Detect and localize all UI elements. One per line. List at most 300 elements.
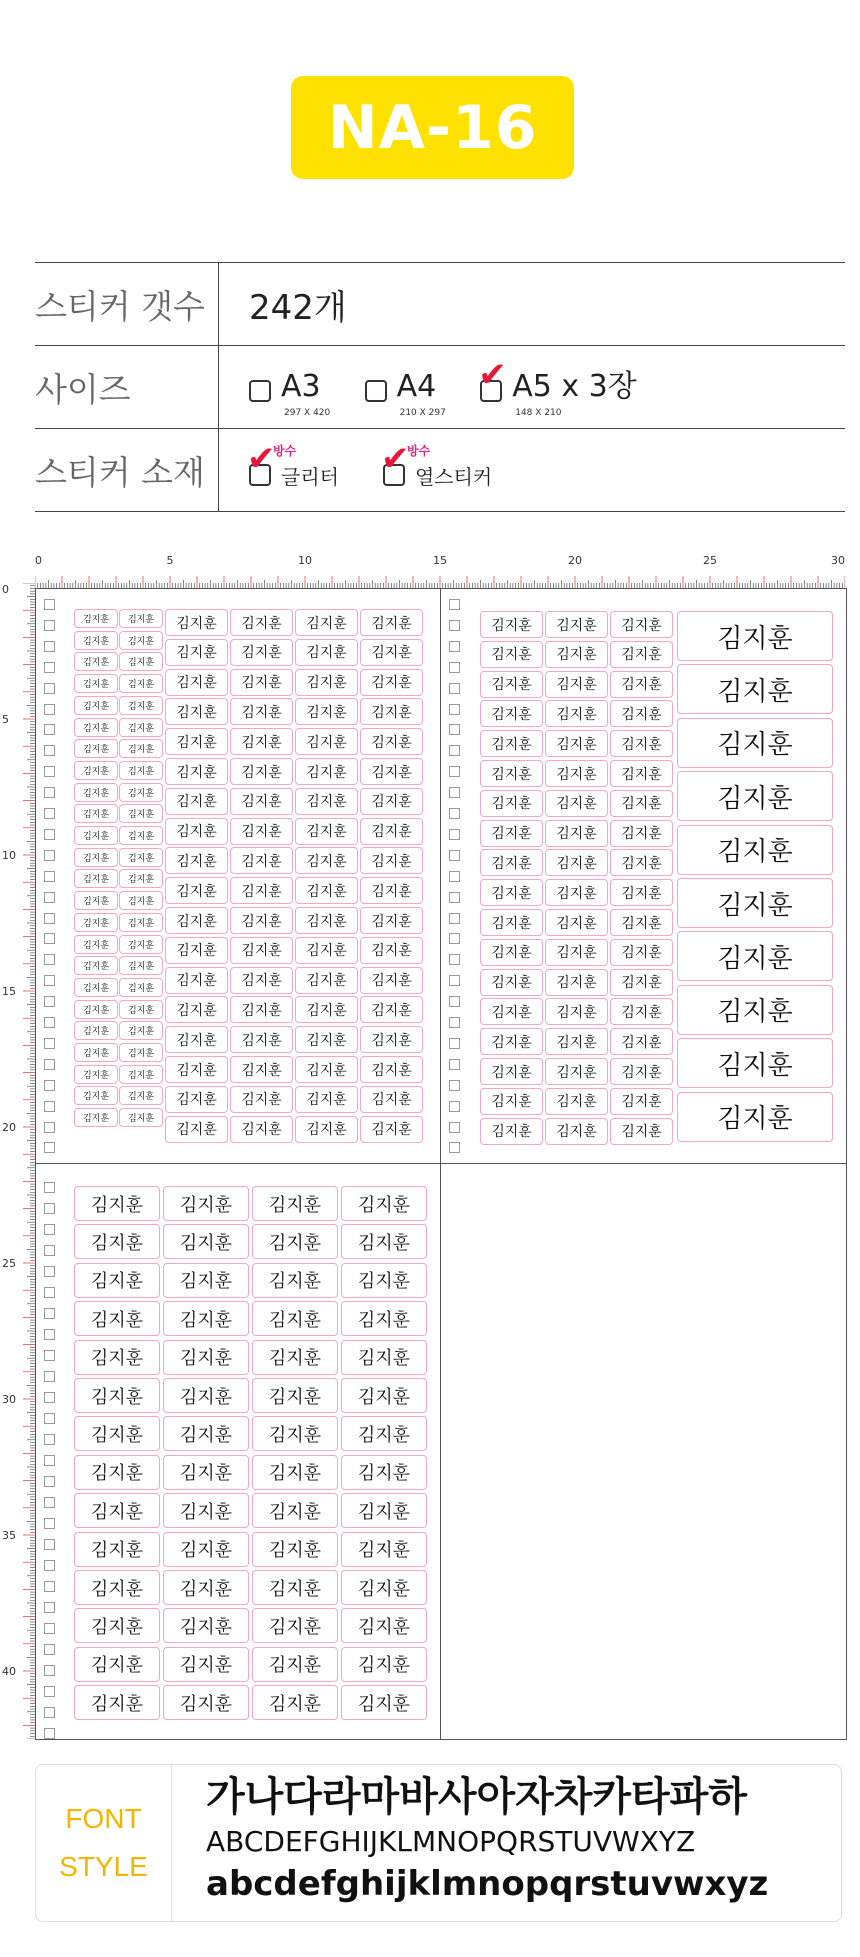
name-sticker: 김지훈 — [545, 1058, 608, 1085]
name-sticker: 김지훈 — [74, 1493, 160, 1528]
name-sticker: 김지훈 — [163, 1378, 249, 1413]
name-sticker: 김지훈 — [360, 788, 423, 815]
name-sticker: 김지훈 — [295, 639, 358, 666]
name-sticker: 김지훈 — [677, 1038, 833, 1088]
name-sticker: 김지훈 — [610, 700, 673, 727]
cut-guide-checkbox — [44, 683, 55, 694]
name-sticker: 김지훈 — [480, 969, 543, 996]
cut-guide-checkbox — [44, 871, 55, 882]
name-sticker: 김지훈 — [545, 939, 608, 966]
name-sticker: 김지훈 — [360, 758, 423, 785]
cut-guide-checkbox — [44, 954, 55, 965]
cut-guide-checkbox — [44, 829, 55, 840]
cut-guide-checkbox — [44, 1602, 55, 1613]
cut-guide-checkbox — [44, 1728, 55, 1739]
cut-guide-checkbox — [44, 1308, 55, 1319]
ruler-label: 5 — [166, 554, 174, 567]
name-sticker: 김지훈 — [677, 985, 833, 1035]
cut-guide-checkbox — [44, 933, 55, 944]
sheet-3 — [35, 1163, 442, 1740]
sheet-1 — [35, 588, 442, 1165]
name-sticker: 김지훈 — [163, 1685, 249, 1720]
name-sticker: 김지훈 — [610, 820, 673, 847]
cut-guide-checkbox — [44, 1245, 55, 1256]
size-option-a4[interactable]: A4 210 X 297 — [365, 370, 437, 404]
checkmark-icon: ✔ — [478, 355, 507, 395]
cut-guide-checkbox — [449, 871, 460, 882]
name-sticker: 김지훈 — [360, 996, 423, 1023]
cut-guide-checkbox — [449, 683, 460, 694]
name-sticker: 김지훈 — [230, 758, 293, 785]
cut-guide-checkbox — [449, 1017, 460, 1028]
name-sticker: 김지훈 — [74, 1000, 118, 1019]
name-sticker: 김지훈 — [480, 909, 543, 936]
name-sticker: 김지훈 — [677, 878, 833, 928]
name-sticker: 김지훈 — [610, 671, 673, 698]
cut-guide-checkbox — [44, 1581, 55, 1592]
cut-guide-checkbox — [44, 1644, 55, 1655]
name-sticker: 김지훈 — [610, 998, 673, 1025]
name-sticker: 김지훈 — [545, 671, 608, 698]
name-sticker: 김지훈 — [165, 1086, 228, 1113]
name-sticker: 김지훈 — [341, 1570, 427, 1605]
name-sticker: 김지훈 — [480, 998, 543, 1025]
cut-guide-checkbox — [44, 1266, 55, 1277]
name-sticker: 김지훈 — [74, 631, 118, 650]
name-sticker: 김지훈 — [252, 1416, 338, 1451]
name-sticker: 김지훈 — [230, 847, 293, 874]
name-sticker: 김지훈 — [74, 1224, 160, 1259]
name-sticker: 김지훈 — [295, 758, 358, 785]
name-sticker: 김지훈 — [545, 1088, 608, 1115]
sheet-2 — [440, 588, 847, 1165]
name-sticker: 김지훈 — [480, 641, 543, 668]
ruler-label: 15 — [2, 985, 16, 998]
name-sticker: 김지훈 — [230, 818, 293, 845]
name-sticker: 김지훈 — [610, 909, 673, 936]
cut-guide-checkbox — [44, 1434, 55, 1445]
name-sticker: 김지훈 — [545, 700, 608, 727]
cut-guide-checkbox — [44, 620, 55, 631]
name-sticker: 김지훈 — [360, 1056, 423, 1083]
name-sticker: 김지훈 — [165, 907, 228, 934]
count-label: 스티커 갯수 — [35, 263, 219, 345]
name-sticker: 김지훈 — [230, 877, 293, 904]
name-sticker: 김지훈 — [677, 718, 833, 768]
name-sticker: 김지훈 — [677, 771, 833, 821]
material-option-heat[interactable]: ✔ 방수 열스티커 — [380, 439, 493, 489]
name-sticker: 김지훈 — [480, 1058, 543, 1085]
name-sticker: 김지훈 — [230, 1086, 293, 1113]
name-sticker: 김지훈 — [119, 609, 163, 628]
name-sticker: 김지훈 — [295, 996, 358, 1023]
name-sticker: 김지훈 — [74, 1263, 160, 1298]
name-sticker: 김지훈 — [480, 1028, 543, 1055]
name-sticker: 김지훈 — [341, 1455, 427, 1490]
name-sticker: 김지훈 — [119, 804, 163, 823]
name-sticker: 김지훈 — [74, 1455, 160, 1490]
name-sticker: 김지훈 — [163, 1455, 249, 1490]
name-sticker: 김지훈 — [119, 848, 163, 867]
name-sticker: 김지훈 — [252, 1186, 338, 1221]
cut-guide-checkbox — [449, 913, 460, 924]
name-sticker: 김지훈 — [360, 669, 423, 696]
name-sticker: 김지훈 — [360, 639, 423, 666]
name-sticker: 김지훈 — [545, 998, 608, 1025]
name-sticker: 김지훈 — [360, 847, 423, 874]
name-sticker: 김지훈 — [230, 639, 293, 666]
name-sticker: 김지훈 — [480, 760, 543, 787]
name-sticker: 김지훈 — [74, 913, 118, 932]
name-sticker: 김지훈 — [230, 698, 293, 725]
name-sticker: 김지훈 — [252, 1301, 338, 1336]
name-sticker: 김지훈 — [165, 1026, 228, 1053]
checkmark-icon: ✔ — [247, 439, 276, 479]
name-sticker: 김지훈 — [480, 700, 543, 727]
cut-guide-checkbox — [44, 850, 55, 861]
name-sticker: 김지훈 — [74, 1340, 160, 1375]
name-sticker: 김지훈 — [341, 1301, 427, 1336]
name-sticker: 김지훈 — [360, 1086, 423, 1113]
cut-guide-checkbox — [44, 996, 55, 1007]
cut-guide-checkbox — [44, 892, 55, 903]
name-sticker: 김지훈 — [610, 879, 673, 906]
waterproof-tag: 방수 — [273, 444, 297, 458]
name-sticker: 김지훈 — [480, 939, 543, 966]
cut-guide-checkbox — [44, 1665, 55, 1676]
name-sticker: 김지훈 — [610, 760, 673, 787]
name-sticker: 김지훈 — [74, 1108, 118, 1127]
name-sticker: 김지훈 — [165, 669, 228, 696]
cut-guide-checkbox — [44, 808, 55, 819]
cut-guide-checkbox — [44, 662, 55, 673]
name-sticker: 김지훈 — [119, 1086, 163, 1105]
cut-guide-checkbox — [449, 787, 460, 798]
cut-guide-checkbox — [44, 1101, 55, 1112]
name-sticker: 김지훈 — [677, 611, 833, 661]
name-sticker: 김지훈 — [165, 877, 228, 904]
ruler-label: 20 — [568, 554, 582, 567]
name-sticker: 김지훈 — [74, 935, 118, 954]
ruler-label: 30 — [831, 554, 845, 567]
cut-guide-checkbox — [44, 1392, 55, 1403]
cut-guide-checkbox — [44, 1518, 55, 1529]
name-sticker: 김지훈 — [252, 1608, 338, 1643]
name-sticker: 김지훈 — [119, 1065, 163, 1084]
name-sticker: 김지훈 — [252, 1263, 338, 1298]
name-sticker: 김지훈 — [480, 879, 543, 906]
ruler-label: 40 — [2, 1665, 16, 1678]
cut-guide-checkbox — [44, 913, 55, 924]
cut-guide-checkbox — [44, 1350, 55, 1361]
cut-guide-checkbox — [44, 1329, 55, 1340]
name-sticker: 김지훈 — [119, 739, 163, 758]
cut-guide-checkbox — [449, 724, 460, 735]
name-sticker: 김지훈 — [295, 877, 358, 904]
horizontal-ruler — [35, 548, 845, 588]
ruler-label: 10 — [2, 849, 16, 862]
name-sticker: 김지훈 — [295, 609, 358, 636]
name-sticker: 김지훈 — [119, 1108, 163, 1127]
cut-guide-checkbox — [44, 1686, 55, 1697]
name-sticker: 김지훈 — [295, 1086, 358, 1113]
name-sticker: 김지훈 — [230, 669, 293, 696]
name-sticker: 김지훈 — [341, 1340, 427, 1375]
name-sticker: 김지훈 — [119, 696, 163, 715]
ruler-label: 5 — [2, 713, 9, 726]
name-sticker: 김지훈 — [165, 1116, 228, 1143]
name-sticker: 김지훈 — [74, 978, 118, 997]
name-sticker: 김지훈 — [119, 1000, 163, 1019]
name-sticker: 김지훈 — [163, 1224, 249, 1259]
name-sticker: 김지훈 — [545, 730, 608, 757]
name-sticker: 김지훈 — [295, 1026, 358, 1053]
cut-guide-checkbox — [44, 766, 55, 777]
font-sample-korean: 가나다라마바사아자차카타파하 — [206, 1774, 747, 1820]
cut-guide-checkbox — [449, 704, 460, 715]
cut-guide-checkbox — [44, 787, 55, 798]
cut-guide-checkbox — [449, 641, 460, 652]
cut-guide-checkbox — [449, 892, 460, 903]
size-option-a5[interactable]: ✔ A5 x 3장 148 X 210 — [478, 355, 637, 418]
font-sample-lower: abcdefghijklmnopqrstuvwxyz — [206, 1864, 769, 1904]
name-sticker: 김지훈 — [480, 820, 543, 847]
name-sticker: 김지훈 — [480, 611, 543, 638]
name-sticker: 김지훈 — [341, 1685, 427, 1720]
name-sticker: 김지훈 — [74, 1065, 118, 1084]
name-sticker: 김지훈 — [480, 790, 543, 817]
cut-guide-checkbox — [44, 975, 55, 986]
name-sticker: 김지훈 — [252, 1570, 338, 1605]
cut-guide-checkbox — [44, 1623, 55, 1634]
cut-guide-checkbox — [44, 745, 55, 756]
name-sticker: 김지훈 — [74, 674, 118, 693]
name-sticker: 김지훈 — [677, 931, 833, 981]
cut-guide-checkbox — [449, 808, 460, 819]
name-sticker: 김지훈 — [165, 609, 228, 636]
name-sticker: 김지훈 — [163, 1301, 249, 1336]
cut-guide-checkbox — [44, 641, 55, 652]
name-sticker: 김지훈 — [341, 1186, 427, 1221]
name-sticker: 김지훈 — [360, 609, 423, 636]
cut-guide-checkbox — [44, 1080, 55, 1091]
name-sticker: 김지훈 — [119, 913, 163, 932]
cut-guide-checkbox — [449, 1059, 460, 1070]
name-sticker: 김지훈 — [480, 1088, 543, 1115]
name-sticker: 김지훈 — [74, 826, 118, 845]
name-sticker: 김지훈 — [252, 1647, 338, 1682]
name-sticker: 김지훈 — [163, 1416, 249, 1451]
name-sticker: 김지훈 — [252, 1224, 338, 1259]
name-sticker: 김지훈 — [119, 956, 163, 975]
name-sticker: 김지훈 — [165, 758, 228, 785]
name-sticker: 김지훈 — [165, 818, 228, 845]
size-option-a3[interactable]: A3 297 X 420 — [249, 370, 321, 404]
cut-guide-checkbox — [44, 1707, 55, 1718]
name-sticker: 김지훈 — [252, 1455, 338, 1490]
cut-guide-checkbox — [449, 1122, 460, 1133]
name-sticker: 김지훈 — [74, 1378, 160, 1413]
name-sticker: 김지훈 — [74, 609, 118, 628]
name-sticker: 김지훈 — [119, 826, 163, 845]
cut-guide-checkbox — [449, 933, 460, 944]
name-sticker: 김지훈 — [360, 818, 423, 845]
checkbox-icon[interactable] — [365, 380, 387, 402]
name-sticker: 김지훈 — [545, 790, 608, 817]
name-sticker: 김지훈 — [295, 818, 358, 845]
cut-guide-checkbox — [449, 1038, 460, 1049]
name-sticker: 김지훈 — [163, 1570, 249, 1605]
vertical-ruler — [0, 583, 35, 1739]
name-sticker: 김지훈 — [119, 783, 163, 802]
name-sticker: 김지훈 — [74, 1086, 118, 1105]
cut-guide-checkbox — [449, 829, 460, 840]
name-sticker: 김지훈 — [74, 869, 118, 888]
name-sticker: 김지훈 — [610, 849, 673, 876]
name-sticker: 김지훈 — [230, 907, 293, 934]
name-sticker: 김지훈 — [360, 967, 423, 994]
name-sticker: 김지훈 — [230, 609, 293, 636]
name-sticker: 김지훈 — [74, 1570, 160, 1605]
name-sticker: 김지훈 — [610, 641, 673, 668]
name-sticker: 김지훈 — [119, 674, 163, 693]
name-sticker: 김지훈 — [545, 760, 608, 787]
cut-guide-checkbox — [44, 1142, 55, 1153]
size-label: 사이즈 — [35, 346, 219, 428]
name-sticker: 김지훈 — [295, 669, 358, 696]
ruler-label: 20 — [2, 1121, 16, 1134]
name-sticker: 김지훈 — [74, 1647, 160, 1682]
name-sticker: 김지훈 — [360, 907, 423, 934]
name-sticker: 김지훈 — [341, 1224, 427, 1259]
name-sticker: 김지훈 — [480, 1118, 543, 1145]
name-sticker: 김지훈 — [74, 956, 118, 975]
name-sticker: 김지훈 — [610, 1058, 673, 1085]
name-sticker: 김지훈 — [165, 847, 228, 874]
name-sticker: 김지훈 — [360, 728, 423, 755]
cut-guide-checkbox — [44, 1182, 55, 1193]
cut-guide-checkbox — [449, 1142, 460, 1153]
cut-guide-checkbox — [449, 996, 460, 1007]
name-sticker: 김지훈 — [74, 1608, 160, 1643]
name-sticker: 김지훈 — [545, 820, 608, 847]
cut-guide-checkbox — [44, 1017, 55, 1028]
cut-guide-checkbox — [44, 1224, 55, 1235]
name-sticker: 김지훈 — [74, 652, 118, 671]
name-sticker: 김지훈 — [119, 978, 163, 997]
name-sticker: 김지훈 — [119, 1021, 163, 1040]
name-sticker: 김지훈 — [295, 728, 358, 755]
name-sticker: 김지훈 — [163, 1263, 249, 1298]
name-sticker: 김지훈 — [360, 937, 423, 964]
name-sticker: 김지훈 — [163, 1532, 249, 1567]
name-sticker: 김지훈 — [230, 1026, 293, 1053]
name-sticker: 김지훈 — [341, 1416, 427, 1451]
name-sticker: 김지훈 — [230, 967, 293, 994]
material-label: 스티커 소재 — [35, 429, 219, 511]
size-options — [219, 346, 681, 428]
name-sticker: 김지훈 — [545, 969, 608, 996]
name-sticker: 김지훈 — [545, 1028, 608, 1055]
font-sample — [206, 1771, 768, 1907]
spec-row-size — [35, 346, 845, 429]
name-sticker: 김지훈 — [165, 788, 228, 815]
name-sticker: 김지훈 — [74, 783, 118, 802]
cut-guide-checkbox — [44, 1287, 55, 1298]
ruler-label: 15 — [433, 554, 447, 567]
name-sticker: 김지훈 — [341, 1608, 427, 1643]
name-sticker: 김지훈 — [74, 696, 118, 715]
name-sticker: 김지훈 — [677, 1092, 833, 1142]
name-sticker: 김지훈 — [480, 730, 543, 757]
cut-guide-checkbox — [44, 1038, 55, 1049]
spec-table — [35, 262, 845, 512]
name-sticker: 김지훈 — [119, 891, 163, 910]
name-sticker: 김지훈 — [165, 728, 228, 755]
cut-guide-checkbox — [449, 620, 460, 631]
spec-row-material — [35, 429, 845, 512]
name-sticker: 김지훈 — [74, 761, 118, 780]
name-sticker: 김지훈 — [165, 967, 228, 994]
name-sticker: 김지훈 — [119, 652, 163, 671]
name-sticker: 김지훈 — [165, 996, 228, 1023]
cut-guide-checkbox — [44, 1476, 55, 1487]
cut-guide-checkbox — [449, 975, 460, 986]
ruler-label: 0 — [35, 554, 42, 567]
cut-guide-checkbox — [449, 850, 460, 861]
cut-guide-checkbox — [449, 766, 460, 777]
name-sticker: 김지훈 — [545, 641, 608, 668]
name-sticker: 김지훈 — [119, 869, 163, 888]
name-sticker: 김지훈 — [295, 937, 358, 964]
cut-guide-checkbox — [44, 1122, 55, 1133]
ruler-label: 25 — [2, 1257, 16, 1270]
ruler-label: 30 — [2, 1393, 16, 1406]
name-sticker: 김지훈 — [119, 1043, 163, 1062]
name-sticker: 김지훈 — [119, 761, 163, 780]
cut-guide-checkbox — [44, 724, 55, 735]
name-sticker: 김지훈 — [230, 788, 293, 815]
cut-guide-checkbox — [449, 1101, 460, 1112]
name-sticker: 김지훈 — [230, 937, 293, 964]
name-sticker: 김지훈 — [252, 1685, 338, 1720]
name-sticker: 김지훈 — [295, 1116, 358, 1143]
name-sticker: 김지훈 — [295, 788, 358, 815]
checkbox-icon[interactable] — [249, 380, 271, 402]
cut-guide-checkbox — [449, 662, 460, 673]
material-option-glitter[interactable]: ✔ 방수 글리터 — [247, 439, 339, 489]
name-sticker: 김지훈 — [545, 879, 608, 906]
cut-guide-checkbox — [44, 1371, 55, 1382]
name-sticker: 김지훈 — [341, 1263, 427, 1298]
name-sticker: 김지훈 — [252, 1532, 338, 1567]
ruler-label: 35 — [2, 1529, 16, 1542]
name-sticker: 김지훈 — [119, 718, 163, 737]
waterproof-tag: 방수 — [406, 444, 431, 458]
name-sticker: 김지훈 — [480, 849, 543, 876]
name-sticker: 김지훈 — [230, 1056, 293, 1083]
name-sticker: 김지훈 — [230, 1116, 293, 1143]
name-sticker: 김지훈 — [480, 671, 543, 698]
name-sticker: 김지훈 — [610, 611, 673, 638]
cut-guide-checkbox — [44, 1560, 55, 1571]
name-sticker: 김지훈 — [545, 849, 608, 876]
name-sticker: 김지훈 — [295, 967, 358, 994]
name-sticker: 김지훈 — [610, 1088, 673, 1115]
name-sticker: 김지훈 — [295, 847, 358, 874]
name-sticker: 김지훈 — [341, 1493, 427, 1528]
name-sticker: 김지훈 — [74, 718, 118, 737]
